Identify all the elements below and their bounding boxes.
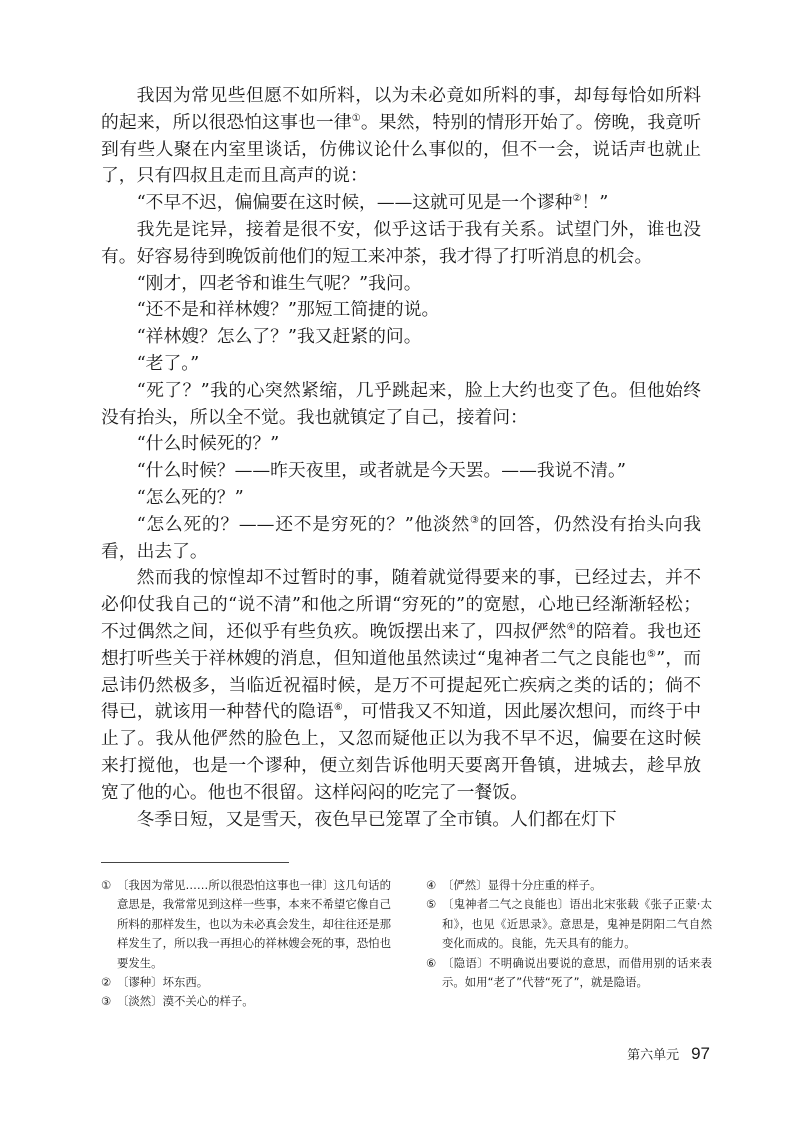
footnote-ref: ① [351,112,361,124]
paragraph-text: “什么时候死的？” [136,433,280,455]
footnote-mark: ④ [426,878,437,892]
paragraph-text: “刚才，四老爷和谁生气呢？”我问。 [136,272,422,294]
paragraph [101,485,701,512]
paragraph-text: 的陪着。我也还想打听些关于祥林嫂的消息，但知道他虽然读过“鬼神者二气之良能也 [101,620,701,669]
footnote-ref: ② [572,193,582,205]
paragraph-text: “什么时候？——昨天夜里，或者就是今天罢。——我说不清。” [136,460,626,482]
footnote-divider [101,862,289,863]
paragraph-text: ！” [581,192,609,214]
paragraph-text: 我先是诧异，接着是很不安，似乎这话于我有关系。试望门外，谁也没有。好容易待到晚饭前他们的短工来冲茶，我才得了打听消息的机会。 [101,218,701,267]
paragraph-text: 。果然，特别的情形开始了。傍晚，我竟听到有些人聚在内室里谈话，仿佛议论什么事似的，但不一会，说话声也就止了，只有四叔且走而且高声的说： [101,111,701,187]
paragraph [101,83,701,190]
paragraph-text: “怎么死的？——还不是穷死的？”他淡然 [136,513,471,535]
footnote-text: 〔鬼神者二气之良能也〕语出北宋张载《张子正蒙·太和》，也见《近思录》。意思是，鬼神是阴阳二气自然变化而成的。良能，先天具有的能力。 [442,897,712,951]
paragraph [101,271,701,298]
paragraph [101,565,701,806]
footnote [426,895,712,953]
page-footer [627,1044,710,1064]
paragraph-text: 我因为常见些但愿不如所料，以为未必竟如所料的事，却每每恰如所料的起来，所以很恐怕这事也一律 [101,85,701,133]
footnote-ref: ③ [470,514,480,526]
footnote-mark: ① [101,878,112,892]
paragraph [101,807,701,834]
footnotes-left-column [101,876,391,1012]
footnote [101,876,391,973]
paragraph-text: “祥林嫂？怎么了？”我又赶紧的问。 [136,326,422,348]
footnote-text: 〔俨然〕显得十分庄重的样子。 [442,878,602,892]
paragraph-text: “还不是和祥林嫂？”那短工简捷的说。 [136,299,440,321]
paragraph-text: ，可惜我又不知道，因此屡次想问，而终于中止了。我从他俨然的脸色上，又忽而疑他正以为我不早不迟，偏要在这时候来打搅他，也是一个谬种，便立刻告诉他明天要离开鲁镇，进城去，趁早放宽了他的心。他也不很留。这样闷闷的吃完了一餐饭。 [101,701,701,803]
paragraph-text: “不早不迟，偏偏要在这时候，——这就可见是一个谬种 [136,192,573,214]
paragraph [101,324,701,351]
footnote [426,876,712,895]
footnote-mark: ⑤ [426,897,437,912]
paragraph-text: 冬季日短，又是雪天，夜色早已笼罩了全市镇。人们都在灯下 [136,808,617,830]
footnote-ref: ④ [566,621,576,633]
main-text [101,83,701,833]
paragraph [101,190,701,217]
paragraph-text: “死了？”我的心突然紧缩，几乎跳起来，脸上大约也变了色。但他始终没有抬头，所以全不觉。我也就镇定了自己，接着问： [101,379,701,428]
unit-label: 第六单元 [627,1048,680,1063]
footnote-ref: ⑥ [333,702,343,714]
footnote-mark: ⑥ [426,955,437,970]
footnote [101,992,391,1011]
footnote-text: 〔淡然〕漠不关心的样子。 [117,994,254,1009]
paragraph-text: “老了。” [136,352,200,374]
paragraph [101,297,701,324]
footnote-mark: ③ [101,994,112,1009]
footnote [101,973,391,992]
paragraph [101,351,701,378]
footnote-text: 〔谬种〕坏东西。 [117,975,209,990]
paragraph [101,458,701,485]
paragraph-text: 的回答，仍然没有抬头向我看，出去了。 [101,513,701,562]
footnote-mark: ② [101,975,112,990]
paragraph-text: 然而我的惊惶却不过暂时的事，随着就觉得要来的事，已经过去，并不必仰仗我自己的“说不清”和他之所谓“穷死的”的宽慰，心地已经渐渐轻松；不过偶然之间，还似乎有些负疚。晚饭摆出来了，四叔俨然 [101,567,701,642]
footnotes-right-column [426,876,712,992]
paragraph-text: ”，而忌讳仍然极多，当临近祝福时候，是万不可提起死亡疾病之类的话的；倘不得已，就该用一种替代的隐语 [101,647,702,723]
footnote-text: 〔隐语〕不明确说出要说的意思，而借用别的话来表示。如用“老了”代替“死了”，就是隐语。 [442,955,712,990]
paragraph [101,217,701,271]
page-number: 97 [691,1044,710,1063]
paragraph [101,431,701,458]
footnote-ref: ⑤ [647,648,657,660]
footnote [426,954,712,993]
paragraph [101,378,701,432]
footnote-text: 〔我因为常见……所以很恐怕这事也一律〕这几句话的意思是，我常常见到这样一些事，本来不希望它像自己所料的那样发生，也以为未必真会发生，却往往还是那样发生了，所以我一再担心的祥林嫂会死的事，恐怕也要发生。 [117,878,391,970]
paragraph-text: “怎么死的？” [136,486,244,508]
paragraph [101,512,701,566]
